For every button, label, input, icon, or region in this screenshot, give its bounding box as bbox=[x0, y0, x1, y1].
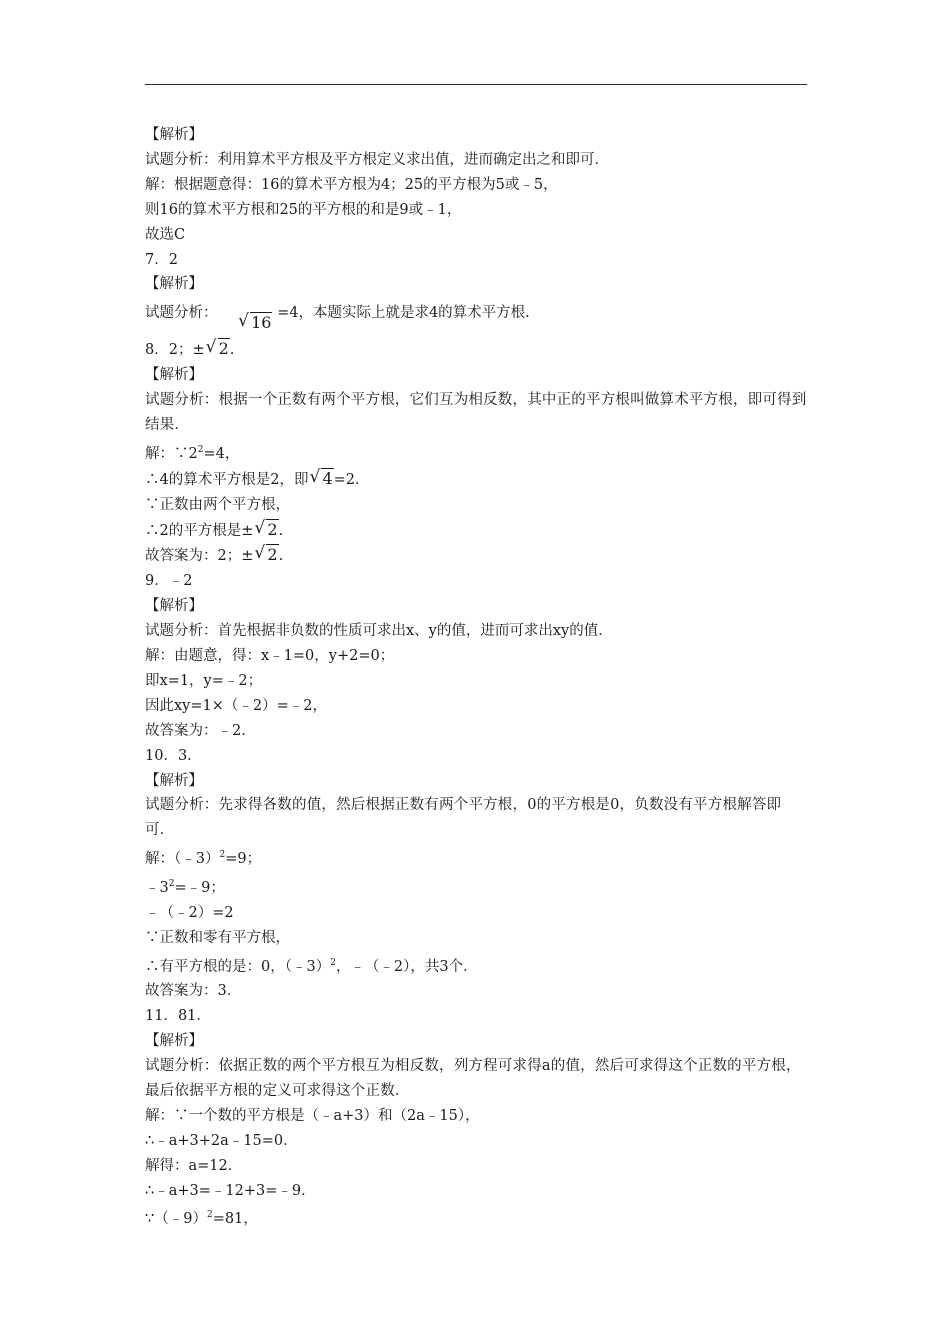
text-line: 解：∵一个数的平方根是（﹣a+3）和（2a﹣15）， bbox=[145, 1107, 480, 1124]
radicand: 16 bbox=[251, 313, 272, 333]
text-line: ∴﹣a+3=﹣12+3=﹣9． bbox=[145, 1182, 316, 1199]
text-line: 试题分析：首先根据非负数的性质可求出x、y的值，进而可求出xy的值． bbox=[145, 623, 613, 640]
text-fragment: . bbox=[278, 548, 284, 565]
text-fragment: 解：∵2 bbox=[145, 445, 198, 462]
text-line: 即x=1，y=﹣2； bbox=[145, 672, 263, 689]
analysis-heading: 【解析】 bbox=[145, 276, 203, 293]
text-line bbox=[145, 518, 810, 544]
text-line: 试题分析：先求得各数的值，然后根据正数有两个平方根，0的平方根是0，负数没有平方根解答即可． bbox=[145, 797, 782, 839]
exponent: 2 bbox=[197, 444, 204, 455]
answer-line: 9．﹣2 bbox=[145, 573, 193, 590]
text-line: ∵正数和零有平方根， bbox=[145, 929, 290, 946]
text-line bbox=[145, 951, 810, 980]
radical-sign: √ bbox=[254, 543, 266, 564]
analysis-heading: 【解析】 bbox=[145, 127, 203, 143]
radical-sign: √ bbox=[238, 311, 249, 332]
answer-line: 7．2 bbox=[145, 251, 178, 268]
radicand: 2 bbox=[267, 519, 278, 539]
text-fragment: ∴4的算术平方根是2，即 bbox=[145, 471, 309, 488]
text-line bbox=[145, 297, 810, 333]
radicand: 2 bbox=[267, 545, 278, 565]
sqrt-2 bbox=[206, 337, 230, 363]
text-line: 试题分析：根据一个正数有两个平方根，它们互为相反数，其中正的平方根叫做算术平方根，即可得到结果． bbox=[145, 392, 807, 434]
text-line: 故答案为：﹣2． bbox=[145, 722, 256, 739]
text-fragment: =﹣9； bbox=[174, 879, 225, 896]
text-line: 则16的算术平方根和25的平方根的和是9或﹣1， bbox=[145, 201, 462, 218]
text-line: ∴﹣a+3+2a﹣15=0． bbox=[145, 1132, 298, 1149]
text-fragment: =2． bbox=[333, 471, 370, 488]
radicand: 2 bbox=[218, 339, 229, 359]
exponent: 2 bbox=[168, 879, 175, 890]
text-fragment: ，﹣（﹣2），共3个． bbox=[335, 958, 478, 975]
answer-line: 10．3． bbox=[145, 747, 202, 764]
exponent: 2 bbox=[206, 1210, 213, 1221]
answer-line: 11．81． bbox=[145, 1008, 211, 1025]
header-rule bbox=[145, 84, 807, 85]
text-fragment: ∴有平方根的是：0，（﹣3） bbox=[145, 958, 331, 975]
text-fragment: 试题分析： bbox=[145, 305, 218, 322]
analysis-heading: 【解析】 bbox=[145, 367, 203, 384]
sqrt-2 bbox=[254, 518, 278, 544]
sqrt-2 bbox=[254, 543, 278, 569]
text-line: 故选C bbox=[145, 226, 186, 243]
text-line: 试题分析：依据正数的两个平方根互为相反数，列方程可求得a的值，然后可求得这个正数的平方根，最后依据平方根的定义可求得这个正数． bbox=[145, 1058, 801, 1099]
text-line bbox=[145, 872, 810, 901]
solution-text bbox=[145, 123, 810, 1232]
text-line: 故答案为：3． bbox=[145, 983, 242, 1000]
text-line bbox=[145, 467, 810, 493]
radicand: 4 bbox=[322, 468, 333, 488]
analysis-heading: 【解析】 bbox=[145, 598, 203, 615]
sqrt-16 bbox=[238, 308, 272, 339]
answer-line bbox=[145, 337, 810, 363]
text-fragment: 解：（﹣3） bbox=[145, 851, 220, 868]
text-fragment: ﹣3 bbox=[145, 879, 169, 896]
text-fragment: 故答案为：2；± bbox=[145, 548, 254, 565]
analysis-heading: 【解析】 bbox=[145, 772, 203, 789]
text-fragment: ∴2的平方根是± bbox=[145, 522, 254, 539]
text-line: 解得：a=12． bbox=[145, 1157, 243, 1174]
radical-sign: √ bbox=[205, 337, 217, 358]
text-fragment: =4，本题实际上就是求4的算术平方根. bbox=[277, 305, 530, 322]
text-fragment: 8．2；± bbox=[145, 342, 205, 359]
text-line bbox=[145, 843, 810, 872]
text-line: 因此xy=1×（﹣2）=﹣2， bbox=[145, 697, 327, 714]
text-fragment: ∵（﹣9） bbox=[145, 1211, 207, 1228]
text-line bbox=[145, 1203, 810, 1232]
text-line: ∵正数由两个平方根， bbox=[145, 496, 290, 513]
text-fragment: =9； bbox=[225, 851, 262, 868]
text-line: 试题分析：利用算术平方根及平方根定义求出值，进而确定出之和即可． bbox=[145, 151, 609, 168]
text-line: ﹣（﹣2）=2 bbox=[145, 904, 234, 921]
exponent: 2 bbox=[330, 957, 336, 968]
radical-sign: √ bbox=[254, 517, 266, 538]
text-fragment: . bbox=[229, 342, 235, 359]
text-line bbox=[145, 543, 810, 569]
text-line: 解：由题意，得：x﹣1=0，y+2=0； bbox=[145, 648, 395, 665]
text-fragment: . bbox=[278, 522, 284, 539]
radical-sign: √ bbox=[309, 466, 321, 487]
exponent: 2 bbox=[219, 850, 226, 861]
text-fragment: =4， bbox=[203, 445, 240, 462]
text-fragment: =81， bbox=[212, 1211, 258, 1228]
analysis-heading: 【解析】 bbox=[145, 1033, 203, 1050]
text-line: 解：根据题意得：16的算术平方根为4；25的平方根为5或﹣5， bbox=[145, 176, 558, 193]
text-line bbox=[145, 438, 810, 467]
sqrt-4 bbox=[309, 467, 333, 493]
